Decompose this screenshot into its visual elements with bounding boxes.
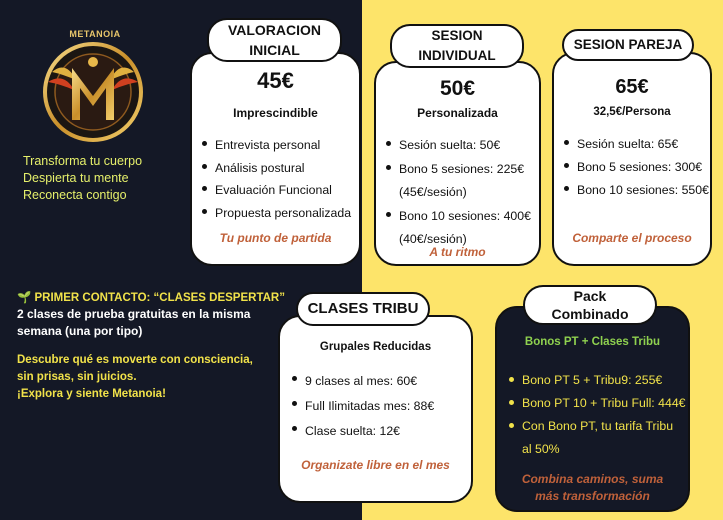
card-title-valoracion xyxy=(207,18,342,62)
promo-headline: 🌱 PRIMER CONTACTO: “CLASES DESPERTAR” xyxy=(17,292,285,304)
card-subtitle: Bonos PT + Clases Tribu xyxy=(524,336,661,348)
card-title-individual xyxy=(390,24,524,68)
card-title-tribu: CLASES TRIBU xyxy=(296,292,430,326)
list-item: Bono 10 sesiones: 550€ xyxy=(562,179,712,202)
card-tagline: A tu ritmo xyxy=(429,245,486,259)
title-line-1: SESION xyxy=(431,28,483,43)
list-item: Bono PT 10 + Tribu Full: 444€ xyxy=(507,393,687,413)
slogan-line: Transforma tu cuerpo xyxy=(23,154,143,168)
title-line-2: INICIAL xyxy=(249,42,300,58)
metanoia-logo xyxy=(38,30,148,148)
card-title-pack xyxy=(523,285,657,325)
list-item: 9 clases al mes: 60€ xyxy=(290,369,470,394)
price-list xyxy=(290,369,470,444)
card-sesion-pareja xyxy=(552,52,712,266)
list-item: Análisis postural xyxy=(200,157,360,180)
list-item: Con Bono PT, tu tarifa Tribu xyxy=(507,416,687,436)
card-subtitle: 32,5€/Persona xyxy=(593,106,671,118)
price: 50€ xyxy=(439,77,476,100)
list-item: Clase suelta: 12€ xyxy=(290,419,470,444)
card-clases-tribu xyxy=(278,315,473,503)
price: 45€ xyxy=(257,68,294,93)
promo-body-3: ¡Explora y siente Metanoia! xyxy=(17,388,166,400)
promo-subline-1: 2 clases de prueba gratuitas en la misma xyxy=(17,307,251,321)
title-line-2: Combinado xyxy=(551,306,629,322)
list-item: Full Ilimitadas mes: 88€ xyxy=(290,394,470,419)
promo-body xyxy=(17,352,287,403)
price: 65€ xyxy=(615,76,649,98)
slogan-line: Reconecta contigo xyxy=(23,188,127,202)
tagline-line-2: más transformación xyxy=(535,489,650,503)
feature-list xyxy=(200,134,360,224)
list-item-continuation: (45€/sesión) xyxy=(399,185,467,199)
list-item: Evaluación Funcional xyxy=(200,179,360,202)
card-subtitle: Personalizada xyxy=(417,106,498,120)
promo-section xyxy=(17,290,287,403)
price-list xyxy=(507,370,687,459)
list-item-continuation: (40€/sesión) xyxy=(399,232,467,246)
list-item: Sesión suelta: 50€ xyxy=(384,134,540,158)
slogan-line: Despierta tu mente xyxy=(23,171,129,185)
promo-subline-2: semana (una por tipo) xyxy=(17,324,143,338)
card-sesion-individual xyxy=(374,61,541,266)
card-tagline: Organizate libre en el mes xyxy=(301,458,450,472)
card-tagline: Comparte el proceso xyxy=(572,231,692,245)
price-list xyxy=(384,134,540,252)
card-subtitle: Grupales Reducidas xyxy=(319,341,432,353)
list-item: Bono 5 sesiones: 225€ xyxy=(384,158,540,182)
list-item: Propuesta personalizada xyxy=(200,202,360,225)
promo-body-1: Descubre qué es moverte con consciencia, xyxy=(17,354,253,366)
title-line-1: VALORACION xyxy=(227,22,322,38)
list-item-continuation: al 50% xyxy=(522,442,560,456)
list-item: Entrevista personal xyxy=(200,134,360,157)
title-line-1: Pack xyxy=(573,288,607,304)
card-tagline xyxy=(497,471,688,505)
card-pack-combinado xyxy=(495,306,690,512)
promo-subline xyxy=(17,306,287,340)
title-line-2: INDIVIDUAL xyxy=(418,48,496,63)
card-title-pareja: SESION PAREJA xyxy=(562,29,694,61)
list-item: Bono PT 5 + Tribu9: 255€ xyxy=(507,370,687,390)
tagline-line-1: Combina caminos, suma xyxy=(521,472,664,486)
logo-brand-text: METANOIA xyxy=(69,29,121,39)
price-list xyxy=(562,133,712,202)
list-item: Bono 10 sesiones: 400€ xyxy=(384,205,540,229)
promo-body-2: sin prisas, sin juicios. xyxy=(17,371,137,383)
card-valoracion-inicial xyxy=(190,52,361,266)
list-item: Sesión suelta: 65€ xyxy=(562,133,712,156)
list-item: Bono 5 sesiones: 300€ xyxy=(562,156,712,179)
card-tagline: Tu punto de partida xyxy=(219,231,332,245)
card-subtitle: Imprescindible xyxy=(233,106,318,120)
